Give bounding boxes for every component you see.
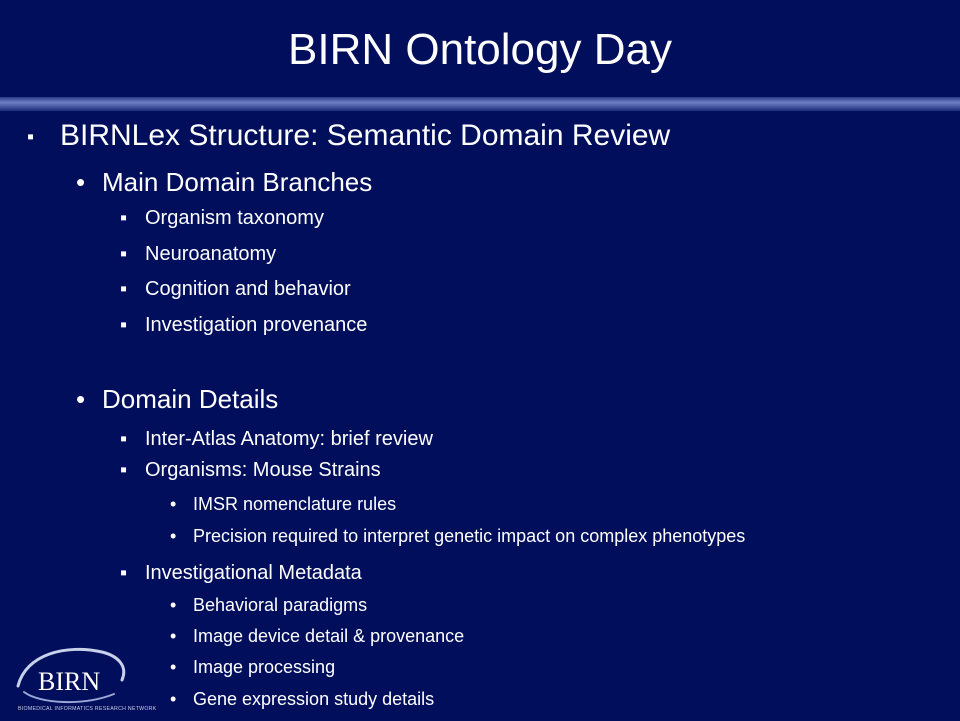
subitem-bullet: • [170,626,177,646]
list-item: Investigation provenance [145,314,368,336]
list-item: Neuroanatomy [145,243,277,265]
list-item: Organism taxonomy [145,207,324,229]
slide-title: BIRN Ontology Day [288,25,672,74]
subitem-bullet: • [170,689,177,709]
subitem-bullet: • [170,657,177,677]
sub-list-item: Precision required to interpret genetic impact on complex phenotypes [193,526,746,546]
list-item: Cognition and behavior [145,278,351,300]
sub-list-item: Gene expression study details [193,689,435,709]
list-item: Inter-Atlas Anatomy: brief review [145,428,433,450]
section-domain-details: Domain Details [102,384,279,414]
section-bullet: • [76,167,86,197]
item-bullet: ▪ [120,428,128,450]
sub-list-item: Image device detail & provenance [193,626,465,646]
item-bullet: ▪ [120,243,128,265]
item-bullet: ▪ [120,562,128,584]
subitem-bullet: • [170,595,177,615]
main-heading: BIRNLex Structure: Semantic Domain Review [60,119,671,152]
subitem-bullet: • [170,494,177,514]
subitem-bullet: • [170,526,177,546]
title-divider [0,97,960,111]
list-item: Investigational Metadata [145,562,362,584]
heading-bullet: ▪ [27,126,35,148]
logo-wordmark: BIRN [38,667,101,696]
item-bullet: ▪ [120,278,128,300]
item-bullet: ▪ [120,459,128,481]
section-main-domain-branches: Main Domain Branches [102,167,373,197]
logo-tagline: BIOMEDICAL INFORMATICS RESEARCH NETWORK [18,706,156,712]
item-bullet: ▪ [120,207,128,229]
birn-logo-graphic [6,636,156,716]
item-bullet: ▪ [120,314,128,336]
sub-list-item: IMSR nomenclature rules [193,494,397,514]
list-item: Organisms: Mouse Strains [145,459,381,481]
sub-list-item: Behavioral paradigms [193,595,368,615]
birn-logo [6,636,156,716]
sub-list-item: Image processing [193,657,336,677]
section-bullet: • [76,384,86,414]
